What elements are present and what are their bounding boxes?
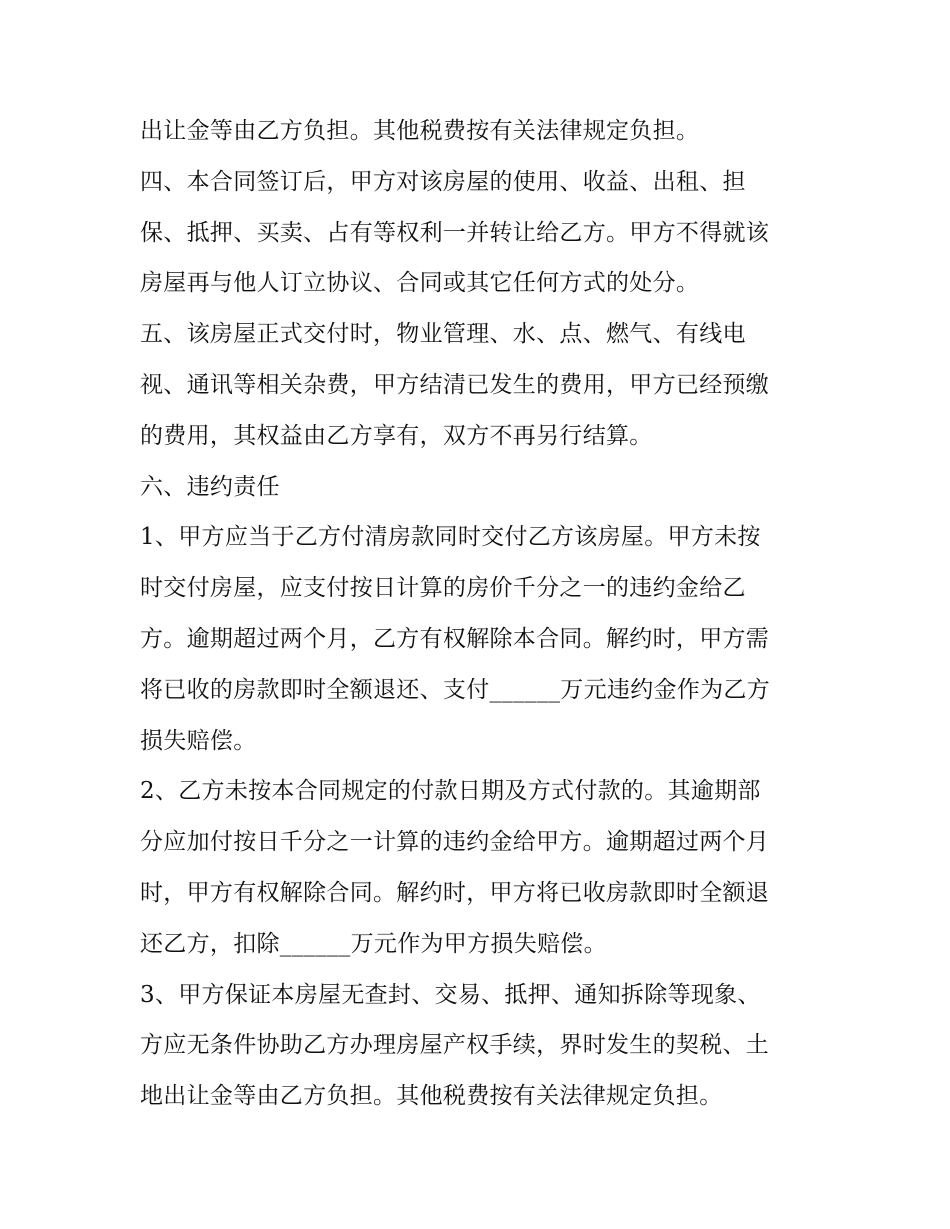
text-line: 2、乙方未按本合同规定的付款日期及方式付款的。其逾期部: [140, 778, 761, 805]
text-line: 1、甲方应当于乙方付清房款同时交付乙方该房屋。甲方未按: [140, 524, 761, 551]
text-line: 时交付房屋，应支付按日计算的房价千分之一的违约金给乙: [140, 575, 746, 602]
text-line: 五、该房屋正式交付时，物业管理、水、点、燃气、有线电: [140, 321, 746, 348]
text-line: 房屋再与他人订立协议、合同或其它任何方式的处分。: [140, 270, 700, 297]
text-line: 方。逾期超过两个月，乙方有权解除本合同。解约时，甲方需: [140, 625, 770, 652]
text-line: 还乙方，扣除______万元作为甲方损失赔偿。: [140, 930, 607, 957]
text-line: 将已收的房款即时全额退还、支付______万元违约金作为乙方: [140, 676, 770, 703]
text-line: 的费用，其权益由乙方享有，双方不再另行结算。: [140, 422, 653, 449]
text-line: 地出让金等由乙方负担。其他税费按有关法律规定负担。: [140, 1083, 723, 1110]
text-line: 出让金等由乙方负担。其他税费按有关法律规定负担。: [140, 118, 700, 144]
document-body: [140, 106, 820, 1122]
section-heading: 六、违约责任: [140, 473, 280, 500]
text-line: 方应无条件协助乙方办理房屋产权手续，界时发生的契税、土: [140, 1032, 770, 1059]
text-line: 损失赔偿。: [140, 727, 257, 754]
text-line: 四、本合同签订后，甲方对该房屋的使用、收益、出租、担: [140, 168, 746, 195]
text-line: 分应加付按日千分之一计算的违约金给甲方。逾期超过两个月: [140, 829, 770, 856]
text-line: 视、通讯等相关杂费，甲方结清已发生的费用，甲方已经预缴: [140, 371, 770, 398]
text-line: 时，甲方有权解除合同。解约时，甲方将已收房款即时全额退: [140, 879, 770, 906]
text-line: 保、抵押、买卖、占有等权利一并转让给乙方。甲方不得就该: [140, 219, 770, 246]
text-line: 3、甲方保证本房屋无查封、交易、抵押、通知拆除等现象、: [140, 981, 761, 1008]
